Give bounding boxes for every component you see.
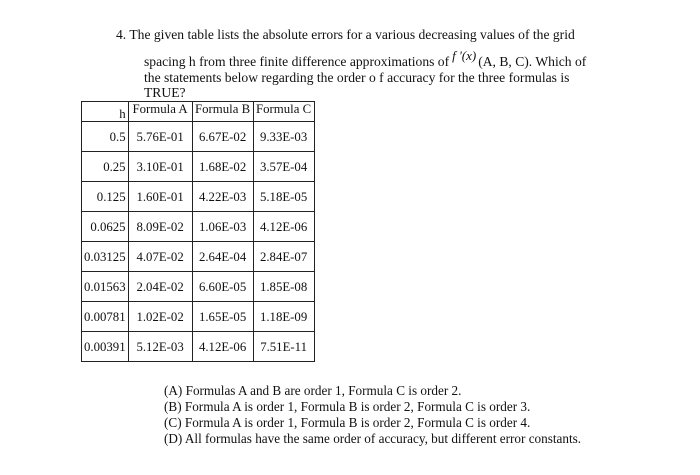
table-row <box>82 212 315 242</box>
option-c: (C) Formula A is order 1, Formula B is order 2, Formula C is order 4. <box>164 415 531 430</box>
error-value-cell: 1.02E-02 <box>128 302 192 332</box>
error-value-cell: 1.06E-03 <box>192 212 253 242</box>
error-value-cell: 1.65E-05 <box>192 302 253 332</box>
error-value-cell: 1.68E-02 <box>192 152 253 182</box>
error-value-cell: 5.12E-03 <box>128 332 192 362</box>
header-formula-c: Formula C <box>253 102 314 122</box>
h-value-cell: 0.125 <box>82 182 129 212</box>
question-text-line-1: 4. The given table lists the absolute errors for a various decreasing values of the grid <box>116 27 575 42</box>
table-row <box>82 152 315 182</box>
error-value-cell: 3.57E-04 <box>253 152 314 182</box>
header-formula-b: Formula B <box>192 102 253 122</box>
table-row <box>82 272 315 302</box>
h-value-cell: 0.25 <box>82 152 129 182</box>
h-value-cell: 0.01563 <box>82 272 129 302</box>
question-text-line-2 <box>144 48 587 70</box>
error-value-cell: 3.10E-01 <box>128 152 192 182</box>
error-value-cell: 7.51E-11 <box>253 332 314 362</box>
error-table <box>81 101 315 362</box>
error-value-cell: 2.04E-02 <box>128 272 192 302</box>
header-h: h <box>82 102 129 122</box>
table-row <box>82 302 315 332</box>
error-value-cell: 1.18E-09 <box>253 302 314 332</box>
table-row <box>82 332 315 362</box>
question-text-line-3: the statements below regarding the order o f accuracy for the three formulas is <box>144 70 570 85</box>
error-value-cell: 2.84E-07 <box>253 242 314 272</box>
error-value-cell: 5.18E-05 <box>253 182 314 212</box>
h-value-cell: 0.00391 <box>82 332 129 362</box>
table-row <box>82 182 315 212</box>
option-a: (A) Formulas A and B are order 1, Formula C is order 2. <box>164 383 462 398</box>
derivative-expression: f '(x) <box>452 48 477 63</box>
h-value-cell: 0.00781 <box>82 302 129 332</box>
error-value-cell: 4.12E-06 <box>253 212 314 242</box>
error-value-cell: 5.76E-01 <box>128 122 192 152</box>
error-value-cell: 9.33E-03 <box>253 122 314 152</box>
error-value-cell: 4.07E-02 <box>128 242 192 272</box>
option-b: (B) Formula A is order 1, Formula B is order 2, Formula C is order 3. <box>164 399 531 414</box>
header-formula-a: Formula A <box>128 102 192 122</box>
table-header-row <box>82 102 315 122</box>
table-row <box>82 242 315 272</box>
error-value-cell: 2.64E-04 <box>192 242 253 272</box>
table-row <box>82 122 315 152</box>
question-text-line-2-end: (A, B, C). Which of <box>478 54 587 69</box>
question-text-line-2-start: spacing h from three finite difference approximations of <box>144 54 450 69</box>
question-text-line-4: TRUE? <box>144 85 186 100</box>
error-value-cell: 4.12E-06 <box>192 332 253 362</box>
error-value-cell: 6.60E-05 <box>192 272 253 302</box>
error-value-cell: 1.60E-01 <box>128 182 192 212</box>
h-value-cell: 0.0625 <box>82 212 129 242</box>
error-value-cell: 8.09E-02 <box>128 212 192 242</box>
h-value-cell: 0.03125 <box>82 242 129 272</box>
h-value-cell: 0.5 <box>82 122 129 152</box>
error-value-cell: 4.22E-03 <box>192 182 253 212</box>
table-body <box>82 122 315 362</box>
option-d: (D) All formulas have the same order of accuracy, but different error constants. <box>164 431 582 446</box>
error-value-cell: 1.85E-08 <box>253 272 314 302</box>
error-value-cell: 6.67E-02 <box>192 122 253 152</box>
